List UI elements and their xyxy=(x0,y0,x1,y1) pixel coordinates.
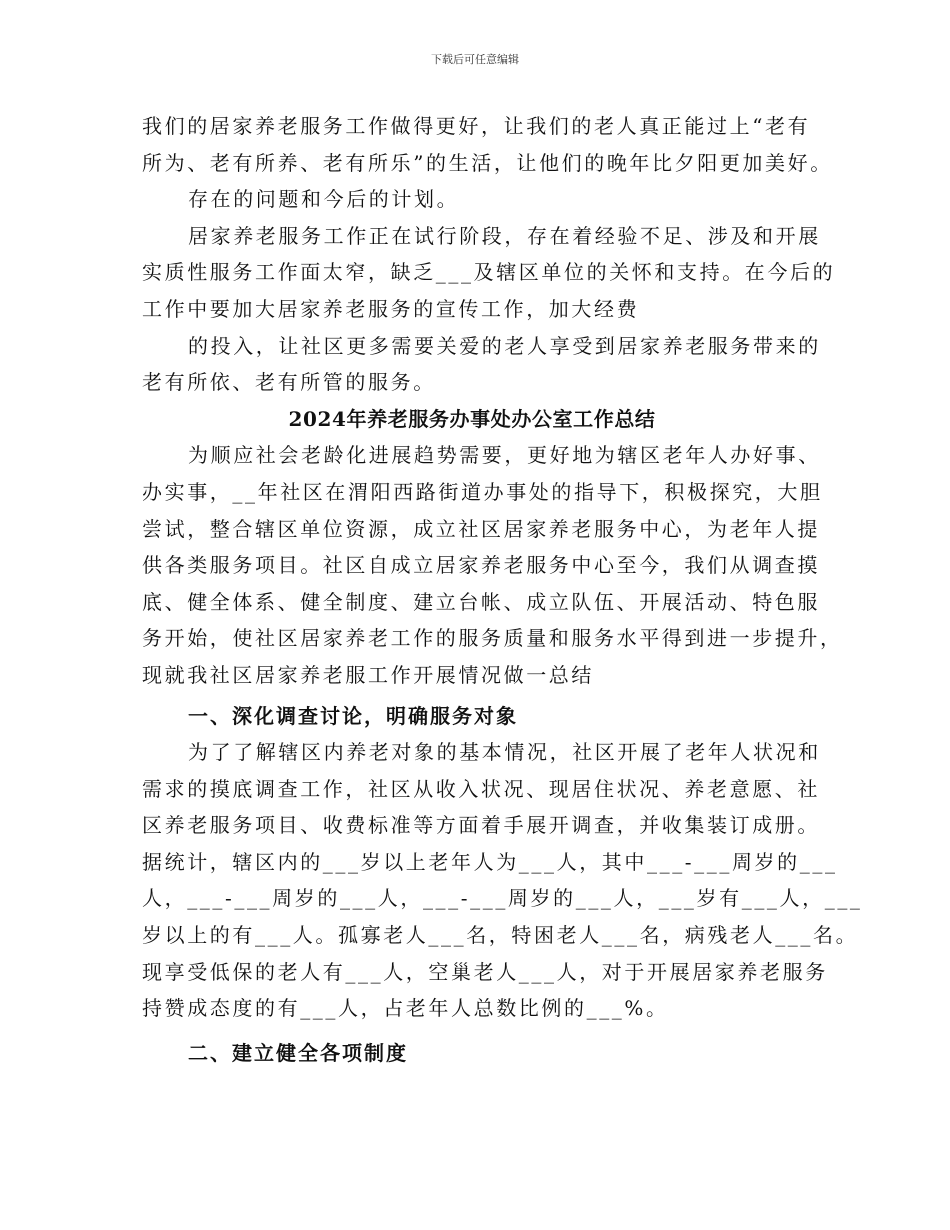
paragraph-line: 我们的居家养老服务工作做得更好，让我们的老人真正能过上“老有 xyxy=(142,114,811,138)
paragraph-line: 尝试，整合辖区单位资源，成立社区居家养老服务中心，为老年人提 xyxy=(142,516,820,541)
paragraph-line: 区养老服务项目、收费标准等方面着手展开调查，并收集装订成册。 xyxy=(142,813,820,838)
paragraph-line: 实质性服务工作面太窄，缺乏___及辖区单位的关怀和支持。在今后的 xyxy=(142,260,836,285)
paragraph-line: 供各类服务项目。社区自成立居家养老服务中心至今，我们从调查摸 xyxy=(142,553,820,578)
section-heading: 一、深化调查讨论，明确服务对象 xyxy=(188,703,518,728)
paragraph-line: 需求的摸底调查工作，社区从收入状况、现居住状况、养老意愿、社 xyxy=(142,776,820,801)
paragraph-line: 底、健全体系、健全制度、建立台帐、成立队伍、开展活动、特色服 xyxy=(142,589,820,614)
document-title: 2024年养老服务办事处办公室工作总结 xyxy=(288,406,656,431)
paragraph-line: 岁以上的有___人。孤寡老人___名，特困老人___名，病残老人___名。 xyxy=(142,923,859,948)
page-header: 下载后可任意编辑 xyxy=(431,53,519,66)
paragraph-line: 为了了解辖区内养老对象的基本情况，社区开展了老年人状况和 xyxy=(188,740,821,765)
document-body xyxy=(142,108,863,1071)
paragraph-line: 为顺应社会老龄化进展趋势需要，更好地为辖区老年人办好事、 xyxy=(188,443,821,468)
paragraph-line: 老有所依、老有所管的服务。 xyxy=(142,370,436,395)
paragraph-line: 所为、老有所养、老有所乐”的生活，让他们的晚年比夕阳更加美好。 xyxy=(142,150,833,175)
paragraph-line: 办实事，__年社区在渭阳西路街道办事处的指导下，积极探究，大胆 xyxy=(142,479,823,504)
paragraph-line: 工作中要加大居家养老服务的宣传工作，加大经费 xyxy=(142,296,640,321)
paragraph-line: 持赞成态度的有___人，占老年人总数比例的___%。 xyxy=(142,996,669,1021)
section-heading: 二、建立健全各项制度 xyxy=(188,1040,408,1065)
paragraph-line: 人，___-___周岁的___人，___-___周岁的___人，___岁有___人，___ xyxy=(142,886,863,911)
paragraph-line: 居家养老服务工作正在试行阶段，存在着经验不足、涉及和开展 xyxy=(188,223,821,248)
paragraph-line: 的投入，让社区更多需要关爱的老人享受到居家养老服务带来的 xyxy=(188,333,821,358)
paragraph-line: 现就我社区居家养老服工作开展情况做一总结 xyxy=(142,662,594,687)
paragraph-line: 现享受低保的老人有___人，空巢老人___人，对于开展居家养老服务 xyxy=(142,959,828,984)
paragraph-line: 据统计，辖区内的___岁以上老年人为___人，其中___-___周岁的___ xyxy=(142,849,838,874)
paragraph-line: 存在的问题和今后的计划。 xyxy=(188,187,460,212)
paragraph-line: 务开始，使社区居家养老工作的服务质量和服务水平得到进一步提升， xyxy=(142,626,843,651)
